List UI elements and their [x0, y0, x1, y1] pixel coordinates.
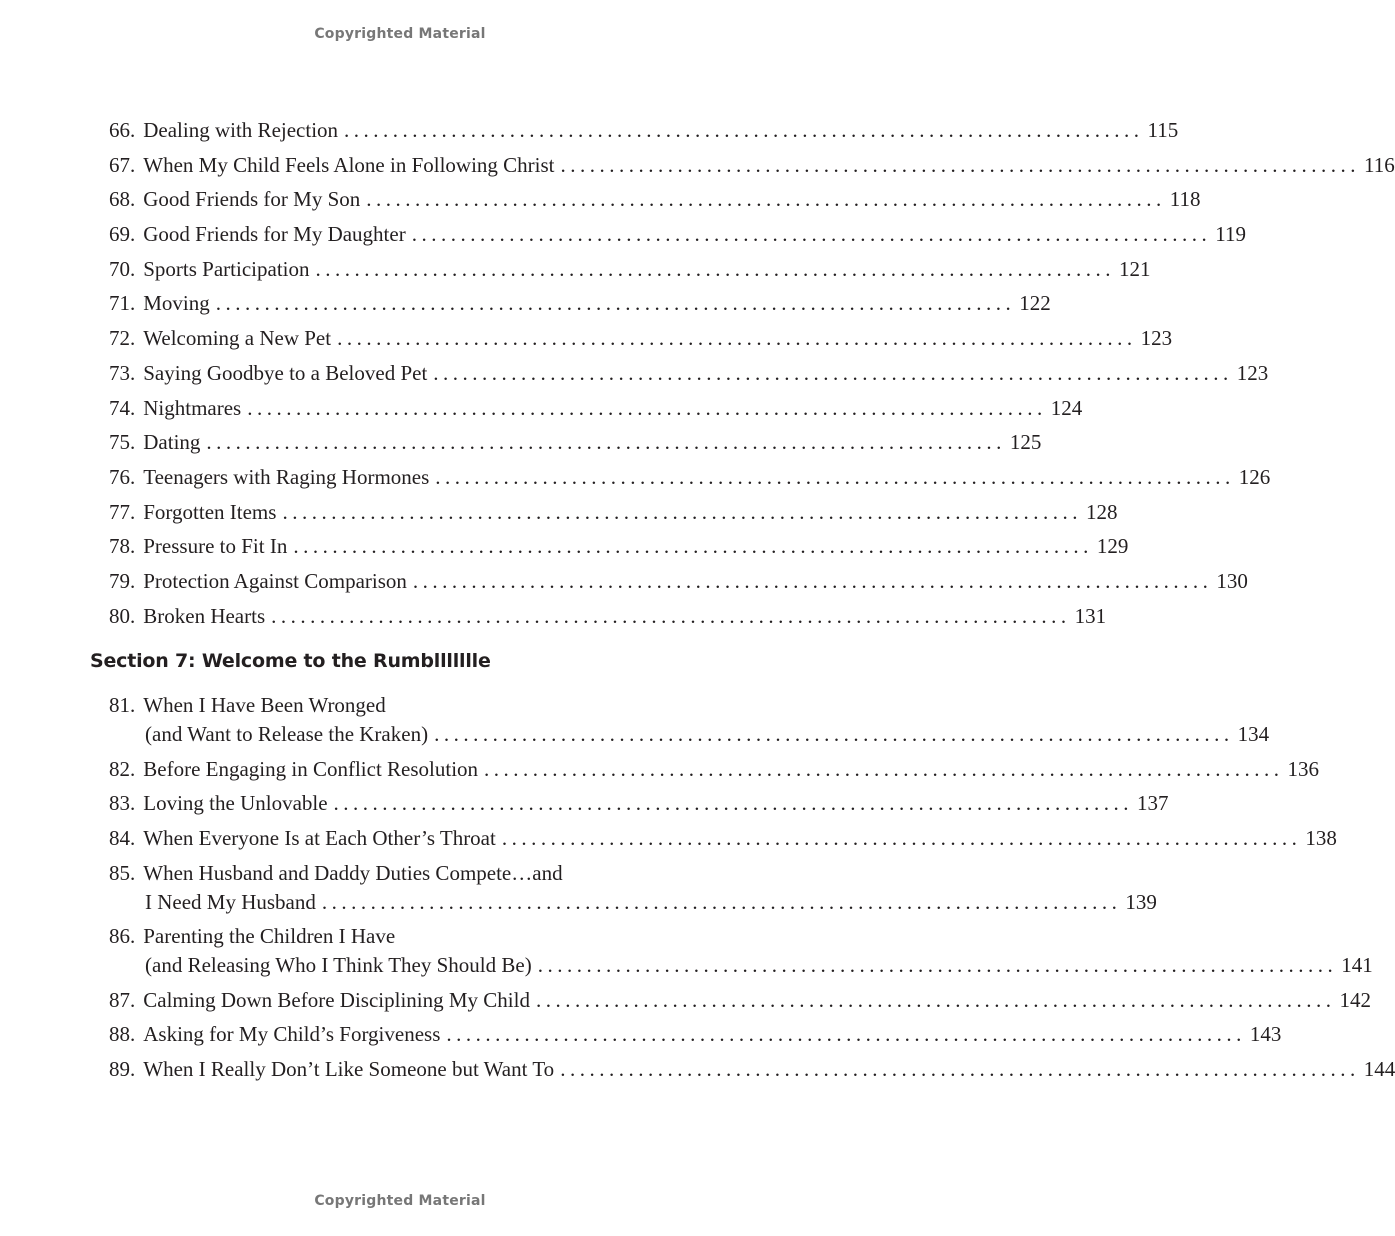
dot-leader: .................................................................................. — [321, 890, 1122, 914]
entry-number: 79. — [109, 569, 136, 593]
entry-title-continued: I Need My Husband — [145, 890, 316, 914]
entry-title: Dating — [143, 430, 201, 454]
dot-leader: .................................................................................. — [271, 604, 1071, 628]
toc-entry — [109, 691, 1270, 749]
section-heading: Section 7: Welcome to the Rumbllllllle — [90, 650, 491, 672]
toc-entry — [109, 289, 1051, 318]
entry-title: When Husband and Daddy Duties Compete…and — [143, 861, 563, 885]
entry-page: 144 — [1363, 1057, 1395, 1081]
entry-title: Good Friends for My Son — [143, 187, 361, 211]
dot-leader: .................................................................................. — [560, 1057, 1360, 1081]
entry-page: 115 — [1147, 118, 1179, 142]
entry-title: Before Engaging in Conflict Resolution — [143, 757, 479, 781]
entry-page: 125 — [1009, 430, 1042, 454]
entry-number: 86. — [109, 924, 136, 948]
dot-leader: .................................................................................. — [434, 722, 1234, 746]
entry-title: Nightmares — [143, 396, 242, 420]
dot-leader: .................................................................................. — [411, 222, 1212, 246]
dot-leader: .................................................................................. — [433, 361, 1233, 385]
entry-page: 130 — [1216, 569, 1248, 593]
entry-number: 88. — [109, 1022, 136, 1046]
entry-title: Protection Against Comparison — [143, 569, 407, 593]
entry-number: 87. — [109, 988, 136, 1012]
entry-title: Asking for My Child’s Forgiveness — [143, 1022, 441, 1046]
entry-number: 72. — [109, 326, 136, 350]
toc-entry — [109, 859, 1157, 917]
toc-entry — [109, 567, 1248, 596]
entry-number: 83. — [109, 791, 136, 815]
entry-page: 121 — [1119, 257, 1151, 281]
entry-title: Moving — [143, 291, 210, 315]
toc-entry — [109, 1055, 1395, 1084]
dot-leader: .................................................................................. — [535, 988, 1336, 1012]
entry-title: Saying Goodbye to a Beloved Pet — [143, 361, 428, 385]
entry-page: 118 — [1169, 187, 1201, 211]
entry-number: 80. — [109, 604, 136, 628]
dot-leader: .................................................................................. — [560, 153, 1361, 177]
entry-number: 70. — [109, 257, 136, 281]
entry-number: 76. — [109, 465, 136, 489]
toc-entry — [109, 532, 1129, 561]
toc-entry — [109, 922, 1373, 980]
toc-entry — [109, 394, 1083, 423]
entry-page: 131 — [1074, 604, 1107, 628]
dot-leader: .................................................................................. — [282, 500, 1082, 524]
toc-entry — [109, 255, 1151, 284]
toc-entry — [109, 185, 1201, 214]
entry-number: 68. — [109, 187, 136, 211]
entry-number: 84. — [109, 826, 136, 850]
toc-entry — [109, 602, 1107, 631]
watermark-bottom: Copyrighted Material — [314, 1193, 486, 1209]
entry-page: 141 — [1341, 953, 1373, 977]
toc-entry — [109, 463, 1271, 492]
dot-leader: .................................................................................. — [206, 430, 1006, 454]
entry-title: When Everyone Is at Each Other’s Throat — [143, 826, 496, 850]
entry-title: When I Really Don’t Like Someone but Want To — [143, 1057, 555, 1081]
toc-entry — [109, 151, 1395, 180]
toc-entry — [109, 986, 1371, 1015]
entry-page: 119 — [1215, 222, 1246, 246]
entry-number: 81. — [109, 693, 136, 717]
entry-page: 124 — [1050, 396, 1083, 420]
toc-entry — [109, 324, 1173, 353]
entry-number: 85. — [109, 861, 136, 885]
dot-leader: .................................................................................. — [484, 757, 1284, 781]
entry-title: Broken Hearts — [143, 604, 266, 628]
entry-page: 137 — [1137, 791, 1169, 815]
entry-page: 123 — [1236, 361, 1269, 385]
entry-title: Parenting the Children I Have — [143, 924, 396, 948]
toc-entry — [109, 824, 1337, 853]
dot-leader: .................................................................................. — [435, 465, 1235, 489]
entry-number: 82. — [109, 757, 136, 781]
entry-page: 126 — [1238, 465, 1271, 489]
toc-entry — [109, 116, 1179, 145]
entry-title: Loving the Unlovable — [143, 791, 328, 815]
entry-page: 136 — [1287, 757, 1320, 781]
dot-leader: .................................................................................. — [537, 953, 1338, 977]
entry-number: 89. — [109, 1057, 136, 1081]
entry-title: When I Have Been Wronged — [143, 693, 386, 717]
dot-leader: .................................................................................. — [247, 396, 1047, 420]
dot-leader: .................................................................................. — [333, 791, 1134, 815]
dot-leader: .................................................................................. — [501, 826, 1302, 850]
entry-number: 78. — [109, 534, 136, 558]
entry-title: Pressure to Fit In — [143, 534, 288, 558]
toc-entry — [109, 1020, 1282, 1049]
toc-entry — [109, 789, 1169, 818]
entry-title: Forgotten Items — [143, 500, 277, 524]
entry-number: 69. — [109, 222, 136, 246]
entry-page: 129 — [1096, 534, 1129, 558]
dot-leader: .................................................................................. — [344, 118, 1144, 142]
entry-number: 73. — [109, 361, 136, 385]
entry-number: 75. — [109, 430, 136, 454]
dot-leader: .................................................................................. — [293, 534, 1093, 558]
watermark-top: Copyrighted Material — [314, 26, 486, 42]
entry-page: 142 — [1339, 988, 1371, 1012]
toc-entry — [109, 755, 1320, 784]
entry-title: Calming Down Before Disciplining My Child — [143, 988, 530, 1012]
entry-title: When My Child Feels Alone in Following Christ — [143, 153, 555, 177]
entry-number: 67. — [109, 153, 136, 177]
entry-number: 71. — [109, 291, 136, 315]
toc-entry — [109, 220, 1246, 249]
dot-leader: .................................................................................. — [446, 1022, 1246, 1046]
entry-page: 122 — [1019, 291, 1051, 315]
dot-leader: .................................................................................. — [366, 187, 1166, 211]
dot-leader: .................................................................................. — [337, 326, 1137, 350]
entry-page: 139 — [1125, 890, 1157, 914]
dot-leader: .................................................................................. — [315, 257, 1115, 281]
entry-title: Sports Participation — [143, 257, 310, 281]
entry-title: Teenagers with Raging Hormones — [143, 465, 430, 489]
entry-page: 116 — [1364, 153, 1395, 177]
entry-page: 143 — [1249, 1022, 1282, 1046]
toc-entry — [109, 428, 1042, 457]
entry-title-continued: (and Releasing Who I Think They Should Be) — [145, 953, 532, 977]
entry-title-continued: (and Want to Release the Kraken) — [145, 722, 429, 746]
dot-leader: .................................................................................. — [412, 569, 1213, 593]
entry-page: 123 — [1140, 326, 1173, 350]
entry-number: 74. — [109, 396, 136, 420]
toc-entry — [109, 498, 1118, 527]
entry-title: Welcoming a New Pet — [143, 326, 332, 350]
entry-title: Good Friends for My Daughter — [143, 222, 406, 246]
entry-number: 77. — [109, 500, 136, 524]
entry-page: 134 — [1237, 722, 1270, 746]
entry-title: Dealing with Rejection — [143, 118, 339, 142]
toc-entry — [109, 359, 1269, 388]
entry-page: 138 — [1305, 826, 1337, 850]
entry-page: 128 — [1085, 500, 1118, 524]
dot-leader: .................................................................................. — [215, 291, 1016, 315]
entry-number: 66. — [109, 118, 136, 142]
